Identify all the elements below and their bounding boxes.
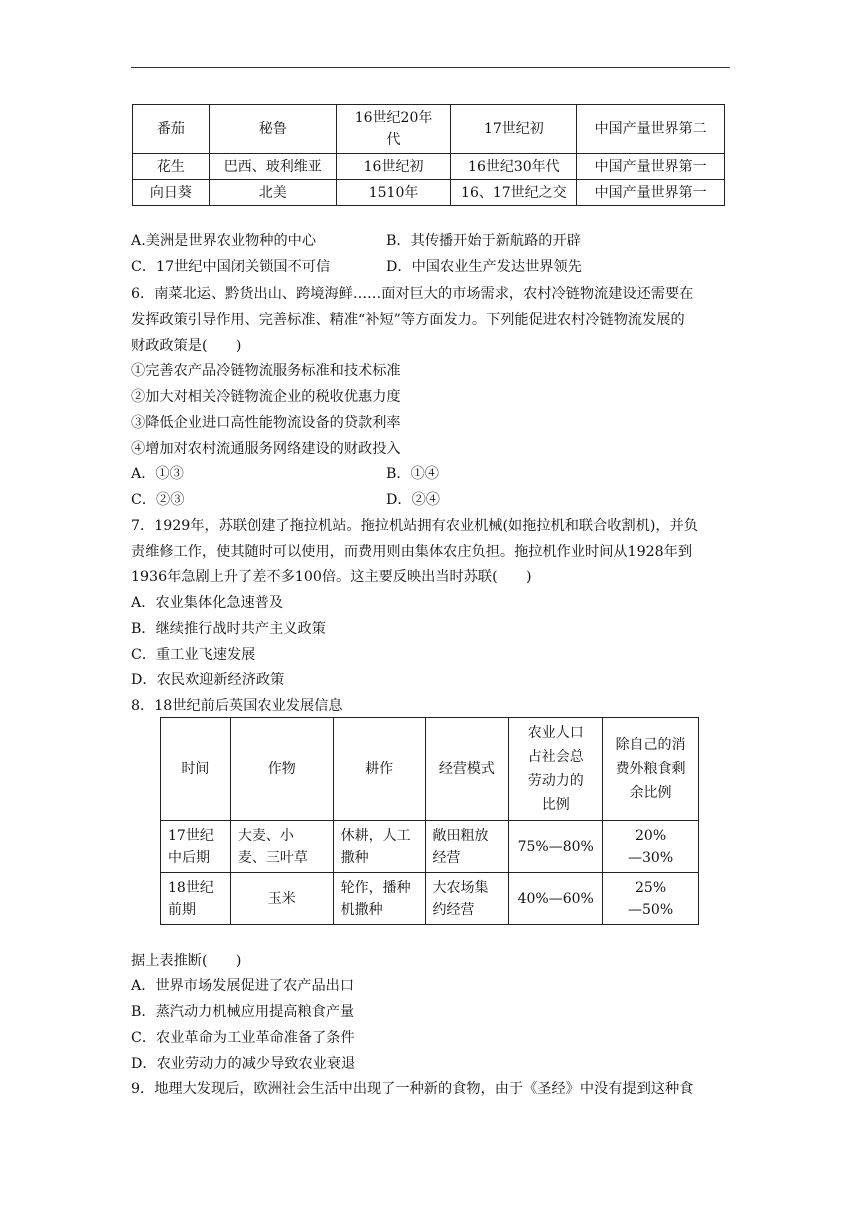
table-cell: 20% —30% (603, 821, 699, 873)
table-cell: 北美 (209, 180, 336, 206)
q6-option-b: B．①④ (386, 466, 439, 482)
table-cell: 大农场集 约经营 (425, 873, 509, 925)
q8-option-b: B．蒸汽动力机械应用提高粮食产量 (131, 1004, 355, 1020)
table-cell: 秘鲁 (209, 105, 336, 154)
table-row (133, 154, 725, 180)
q6-option-a: A．①③ (131, 466, 184, 482)
table-cell: 大麦、小 麦、三叶草 (230, 821, 333, 873)
table-cell: 75%—80% (509, 821, 603, 873)
q5-option-c: C．17世纪中国闭关锁国不可信 (131, 259, 331, 275)
q6-item: ②加大对相关冷链物流企业的税收优惠力度 (131, 389, 401, 405)
table-header: 作物 (230, 718, 333, 821)
q6-option-d: D．②④ (386, 492, 440, 508)
q5-option-b: B．其传播开始于新航路的开辟 (386, 233, 581, 249)
table-cell: 25% —50% (603, 873, 699, 925)
q8-option-c: C．农业革命为工业革命准备了条件 (131, 1030, 355, 1046)
england-agriculture-table (160, 717, 699, 925)
q9-stem-line: 9．地理大发现后，欧洲社会生活中出现了一种新的食物，由于《圣经》中没有提到这种食 (131, 1081, 694, 1097)
table-cell: 轮作，播种 机撒种 (333, 873, 425, 925)
q7-option-a: A．农业集体化急速普及 (131, 595, 284, 611)
table-header: 农业人口 占社会总 劳动力的 比例 (509, 718, 603, 821)
q6-item: ①完善农产品冷链物流服务标准和技术标准 (131, 363, 401, 379)
q7-option-d: D．农民欢迎新经济政策 (131, 672, 285, 688)
table-cell: 番茄 (133, 105, 210, 154)
table-cell: 花生 (133, 154, 210, 180)
q7-option-c: C．重工业飞速发展 (131, 647, 256, 663)
table-cell: 向日葵 (133, 180, 210, 206)
table-cell: 巴西、玻利维亚 (209, 154, 336, 180)
q7-stem-line: 责维修工作，使其随时可以使用，而费用则由集体农庄负担。拖拉机作业时间从1928年到 (131, 544, 693, 560)
q5-option-d: D．中国农业生产发达世界领先 (386, 259, 582, 275)
q6-item: ④增加对农村流通服务网络建设的财政投入 (131, 441, 401, 457)
table-header-row (161, 718, 699, 821)
q6-item: ③降低企业进口高性能物流设备的贷款利率 (131, 415, 401, 431)
q6-option-c: C．②③ (131, 492, 185, 508)
table-header: 耕作 (333, 718, 425, 821)
q8-option-d: D．农业劳动力的减少导致农业衰退 (131, 1056, 356, 1072)
table-cell: 16世纪30年代 (451, 154, 577, 180)
table-cell: 敞田粗放 经营 (425, 821, 509, 873)
table-cell: 休耕，人工 撒种 (333, 821, 425, 873)
table-row (133, 180, 725, 206)
table-cell: 中国产量世界第二 (577, 105, 725, 154)
q6-stem-line: 6．南菜北运、黔货出山、跨境海鲜……面对巨大的市场需求，农村冷链物流建设还需要在 (131, 286, 694, 302)
q7-option-b: B．继续推行战时共产主义政策 (131, 621, 326, 637)
table-row (133, 105, 725, 154)
table-cell: 16、17世纪之交 (451, 180, 577, 206)
q7-stem-line: 1936年急剧上升了差不多100倍。这主要反映出当时苏联( ) (131, 569, 532, 585)
table-header: 除自己的消 费外粮食剩 余比例 (603, 718, 699, 821)
header-rule (131, 67, 730, 68)
table-cell: 16世纪初 (336, 154, 451, 180)
table-row (161, 821, 699, 873)
table-cell: 17世纪初 (451, 105, 577, 154)
table-cell: 16世纪20年 代 (336, 105, 451, 154)
q8-option-a: A．世界市场发展促进了农产品出口 (131, 978, 355, 994)
table-cell: 17世纪 中后期 (161, 821, 231, 873)
table-row (161, 873, 699, 925)
table-cell: 中国产量世界第一 (577, 180, 725, 206)
q8-stem: 8．18世纪前后英国农业发展信息 (131, 698, 343, 714)
table-cell: 18世纪 前期 (161, 873, 231, 925)
q6-stem-line: 发挥政策引导作用、完善标准、精准“补短”等方面发力。下列能促进农村冷链物流发展的 (131, 312, 685, 328)
table-cell: 1510年 (336, 180, 451, 206)
table-cell: 中国产量世界第一 (577, 154, 725, 180)
table-cell: 40%—60% (509, 873, 603, 925)
q7-stem-line: 7．1929年，苏联创建了拖拉机站。拖拉机站拥有农业机械(如拖拉机和联合收割机)，并负 (131, 518, 698, 534)
table-cell: 玉米 (230, 873, 333, 925)
crop-origin-table (132, 104, 725, 206)
table-header: 经营模式 (425, 718, 509, 821)
table-header: 时间 (161, 718, 231, 821)
q6-stem-line: 财政政策是( ) (131, 338, 242, 354)
q5-option-a: A.美洲是世界农业物种的中心 (131, 233, 317, 249)
q8-infer: 据上表推断( ) (131, 953, 242, 969)
